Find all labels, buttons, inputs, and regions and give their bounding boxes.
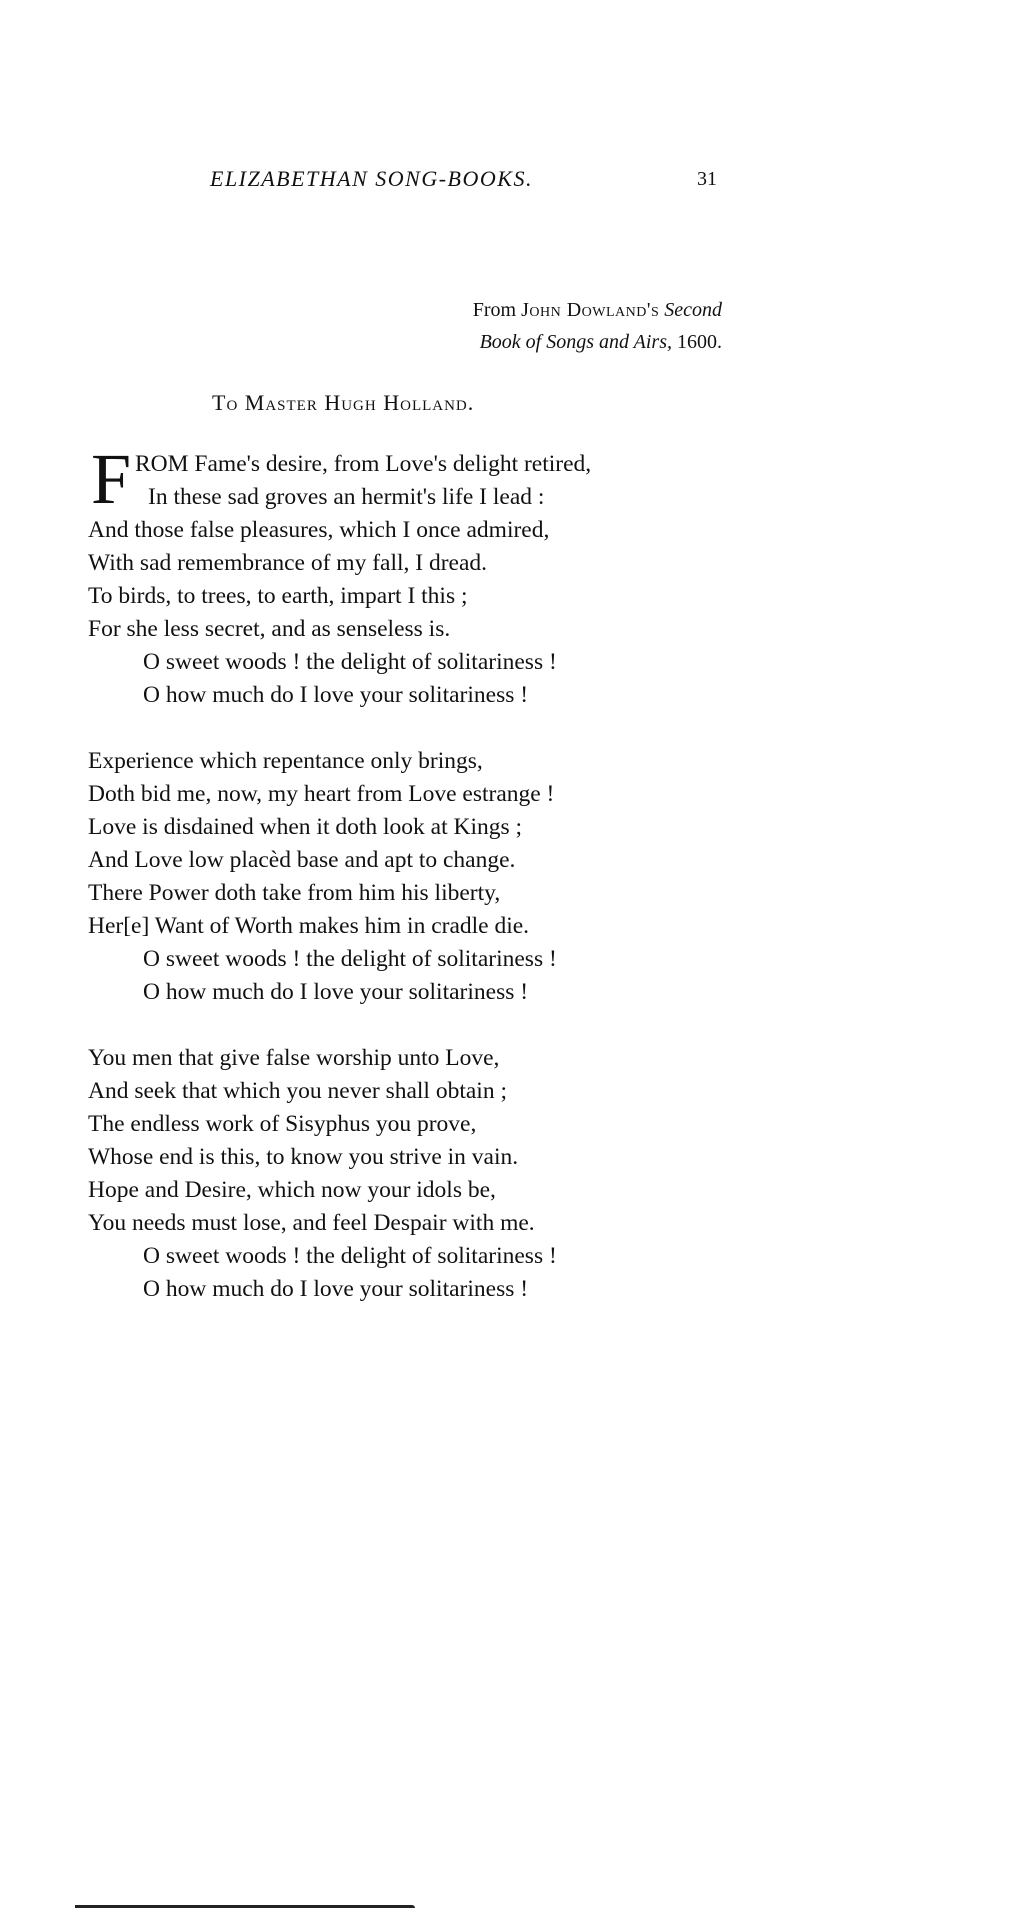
poem-line: And Love low placèd base and apt to change. — [88, 847, 516, 873]
poem-line: In these sad groves an hermit's life I lead : — [148, 484, 545, 510]
running-title: ELIZABETHAN SONG-BOOKS. — [210, 166, 533, 191]
page-number: 31 — [697, 168, 717, 190]
poem-line: Her[e] Want of Worth makes him in cradle die. — [88, 913, 530, 939]
poem-line: Whose end is this, to know you strive in vain. — [88, 1144, 519, 1170]
poem-line: For she less secret, and as senseless is. — [88, 616, 451, 642]
poem-body — [88, 439, 808, 1339]
drop-cap: F — [91, 439, 132, 519]
source-attribution — [302, 294, 722, 358]
refrain-line: O sweet woods ! the delight of solitariness ! — [143, 649, 557, 675]
footer-rule — [75, 1905, 415, 1908]
poem-line: And seek that which you never shall obtain ; — [88, 1078, 507, 1104]
poem-line: The endless work of Sisyphus you prove, — [88, 1111, 477, 1137]
poem-line: With sad remembrance of my fall, I dread. — [88, 550, 488, 576]
poem-line: Doth bid me, now, my heart from Love estrange ! — [88, 781, 555, 807]
poem-line: ROM Fame's desire, from Love's delight retired, — [135, 451, 592, 477]
refrain-line: O how much do I love your solitariness ! — [143, 979, 529, 1005]
source-line-2 — [302, 326, 722, 358]
source-line-1 — [302, 294, 722, 326]
stanza-2 — [88, 745, 808, 1009]
source-book-part-1: Second — [664, 299, 722, 321]
source-author: John Dowland's — [521, 299, 660, 321]
refrain-line: O how much do I love your solitariness ! — [143, 682, 529, 708]
source-from: From — [472, 299, 517, 321]
source-year: 1600. — [677, 331, 722, 353]
refrain-line: O sweet woods ! the delight of solitariness ! — [143, 1243, 557, 1269]
poem-line: And those false pleasures, which I once admired, — [88, 517, 550, 543]
poem-line: Hope and Desire, which now your idols be, — [88, 1177, 496, 1203]
page-header — [0, 166, 1012, 196]
poem-line: To birds, to trees, to earth, impart I this ; — [88, 583, 468, 609]
stanza-3 — [88, 1042, 808, 1306]
poem-line: You men that give false worship unto Love, — [88, 1045, 500, 1071]
poem-line: Experience which repentance only brings, — [88, 748, 483, 774]
source-book-part-2: Book of Songs and Airs, — [479, 331, 672, 353]
poem-line: Love is disdained when it doth look at Kings ; — [88, 814, 523, 840]
poem-title: To Master Hugh Holland. — [212, 390, 475, 415]
refrain-line: O how much do I love your solitariness ! — [143, 1276, 529, 1302]
poem-line: You needs must lose, and feel Despair with me. — [88, 1210, 535, 1236]
poem-line: There Power doth take from him his liberty, — [88, 880, 501, 906]
refrain-line: O sweet woods ! the delight of solitariness ! — [143, 946, 557, 972]
stanza-1 — [88, 439, 808, 712]
